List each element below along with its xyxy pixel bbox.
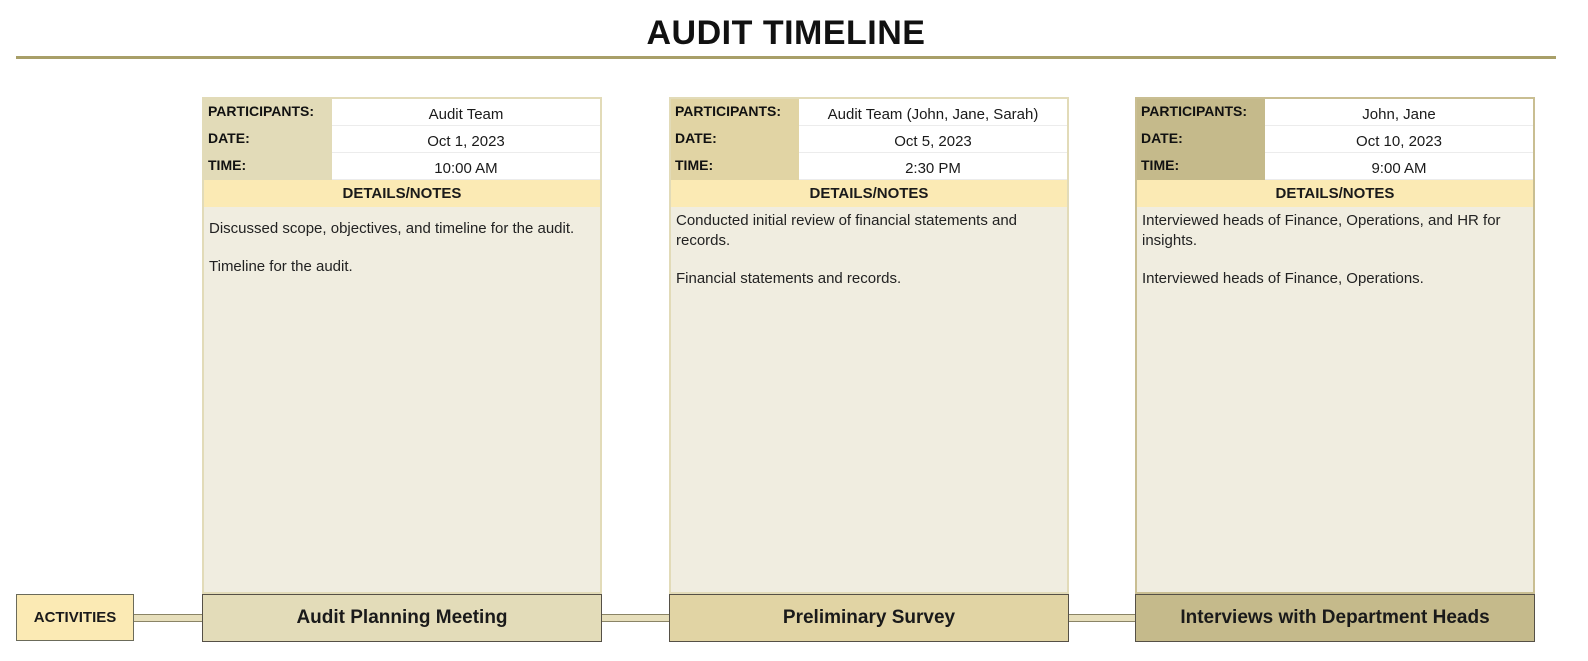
notes-body[interactable] [204, 207, 600, 277]
participants-value[interactable]: Audit Team [332, 99, 600, 126]
event-card-audit-planning [202, 97, 602, 594]
note-line: Interviewed heads of Finance, Operations. [1142, 270, 1424, 287]
time-label: TIME: [671, 153, 799, 180]
date-row [1137, 126, 1533, 153]
time-value[interactable]: 2:30 PM [799, 153, 1067, 180]
page-title: AUDIT TIMELINE [646, 14, 926, 52]
activity-preliminary-survey[interactable]: Preliminary Survey [669, 594, 1069, 642]
title-divider [16, 56, 1556, 59]
activity-audit-planning-meeting[interactable]: Audit Planning Meeting [202, 594, 602, 642]
time-row [204, 153, 600, 180]
notes-header: DETAILS/NOTES [671, 180, 1067, 207]
date-label: DATE: [1137, 126, 1265, 153]
date-row [671, 126, 1067, 153]
note-line: Conducted initial review of financial statements and records. [676, 212, 1018, 249]
timeline-connector [1069, 614, 1135, 622]
participants-label: PARTICIPANTS: [1137, 99, 1265, 126]
timeline-connector [602, 614, 669, 622]
note-line: Financial statements and records. [676, 270, 902, 287]
participants-row [1137, 99, 1533, 126]
event-card-interviews [1135, 97, 1535, 594]
date-label: DATE: [671, 126, 799, 153]
timeline-connector [134, 614, 202, 622]
participants-label: PARTICIPANTS: [204, 99, 332, 126]
participants-label: PARTICIPANTS: [671, 99, 799, 126]
date-value[interactable]: Oct 10, 2023 [1265, 126, 1533, 153]
activities-label: ACTIVITIES [16, 594, 134, 641]
participants-value[interactable]: John, Jane [1265, 99, 1533, 126]
activity-interviews-department-heads[interactable]: Interviews with Department Heads [1135, 594, 1535, 642]
time-value[interactable]: 9:00 AM [1265, 153, 1533, 180]
notes-body[interactable] [671, 207, 1067, 289]
time-row [1137, 153, 1533, 180]
notes-header: DETAILS/NOTES [1137, 180, 1533, 207]
notes-body[interactable] [1137, 207, 1533, 289]
time-label: TIME: [204, 153, 332, 180]
participants-value[interactable]: Audit Team (John, Jane, Sarah) [799, 99, 1067, 126]
time-row [671, 153, 1067, 180]
event-card-preliminary-survey [669, 97, 1069, 594]
date-label: DATE: [204, 126, 332, 153]
notes-header: DETAILS/NOTES [204, 180, 600, 207]
note-line: Timeline for the audit. [209, 258, 353, 275]
time-label: TIME: [1137, 153, 1265, 180]
time-value[interactable]: 10:00 AM [332, 153, 600, 180]
participants-row [671, 99, 1067, 126]
date-value[interactable]: Oct 5, 2023 [799, 126, 1067, 153]
note-line: Discussed scope, objectives, and timeline for the audit. [209, 220, 575, 237]
note-line: Interviewed heads of Finance, Operations, and HR for insights. [1142, 212, 1501, 249]
date-row [204, 126, 600, 153]
date-value[interactable]: Oct 1, 2023 [332, 126, 600, 153]
participants-row [204, 99, 600, 126]
